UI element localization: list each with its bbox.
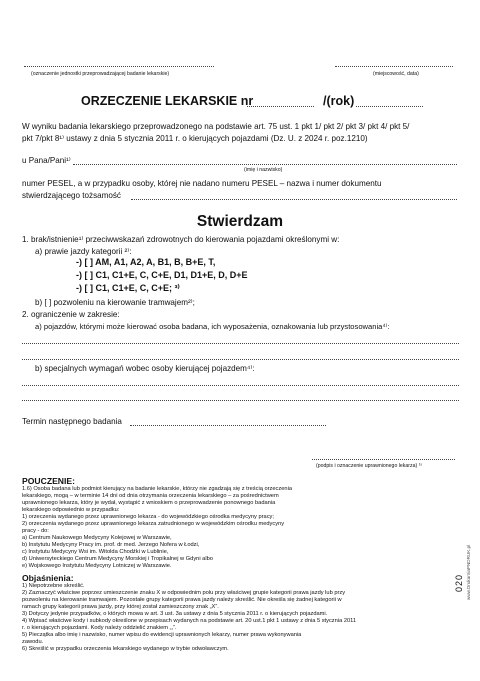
- unit-dotted-line[interactable]: [24, 66, 214, 67]
- side-code: 020: [454, 573, 464, 592]
- pouczenie-line: pracy - do:: [22, 528, 49, 534]
- next-exam-dotted-line[interactable]: [130, 425, 326, 426]
- pouczenie-text: [22, 486, 292, 570]
- section2-a-line-1[interactable]: [22, 343, 459, 344]
- document-title: ORZECZENIE LEKARSKIE nr: [81, 94, 254, 108]
- next-exam-label: Termin następnego badania: [22, 417, 122, 426]
- section2-heading: 2. ograniczenie w zakresie:: [22, 310, 120, 319]
- section2-b-line-1[interactable]: [22, 385, 459, 386]
- objasnienia-title: Objaśnienia:: [22, 573, 74, 583]
- pouczenie-line: c) Instytutu Medycyny Wsi im. Witolda Chodźki w Lublinie,: [22, 549, 169, 555]
- pouczenie-line: d) Uniwersyteckiego Centrum Medycyny Morskiej i Tropikalnej w Gdyni albo: [22, 556, 213, 562]
- objasnienia-line: 6) Skreślić w przypadku orzeczenia lekarskiego wydanego w trybie odwoławczym.: [22, 646, 229, 652]
- section1-heading: 1. brak/istnienie¹⁾ przeciwwskazań zdrowotnych do kierowania pojazdami określonymi w:: [22, 235, 340, 244]
- number-dotted-line[interactable]: [247, 106, 314, 107]
- section2-b-line-2[interactable]: [22, 400, 459, 401]
- name-dotted-line[interactable]: [73, 164, 457, 165]
- place-date-label: (miejscowość, data): [373, 71, 419, 77]
- category-group-2[interactable]: -) [ ] C1, C1+E, C, C+E, D1, D1+E, D, D+E: [76, 270, 248, 280]
- objasnienia-line: 5) Pieczątka albo imię i nazwisko, numer wpisu do ewidencji uprawnionych lekarzy, numer prawa wykonywania: [22, 632, 302, 638]
- pouczenie-line: uprawnionego lekarza, który je wydał, wystąpić z wnioskiem o przeprowadzenie ponownego badania: [22, 500, 276, 506]
- year-dotted-line[interactable]: [356, 106, 423, 107]
- objasnienia-text: [22, 583, 356, 653]
- category-group-3[interactable]: -) [ ] C1, C1+E, C, C+E; ³⁾: [76, 283, 180, 293]
- stwierdzam-heading: Stwierdzam: [196, 213, 284, 230]
- intro-line-1: W wyniku badania lekarskiego przeprowadzonego na podstawie art. 75 ust. 1 pkt 1/ pkt 2/ pkt 3/ pkt 4/ pkt 5/: [22, 122, 410, 131]
- objasnienia-line: 3) Dotyczy jedynie przypadków, o których mowa w art. 3 ust. 3a ustawy z dnia 5 stycznia 2011 r. o kierujących pojazdami.: [22, 611, 328, 617]
- category-group-1[interactable]: -) [ ] AM, A1, A2, A, B1, B, B+E, T,: [76, 257, 216, 267]
- signature-dotted-line[interactable]: [312, 459, 455, 460]
- objasnienia-line: zawodu.: [22, 639, 44, 645]
- intro-line-2: pkt 7/pkt 8¹⁾ ustawy z dnia 5 stycznia 2011 r. o kierujących pojazdami (Dz. U. z 2024 r. poz.1210): [22, 134, 368, 143]
- pouczenie-line: e) Wojskowego Instytutu Medycyny Lotniczej w Warszawie.: [22, 563, 172, 569]
- pouczenie-line: b) Instytutu Medycyny Pracy im. prof. dr med. Jerzego Nofera w Łodzi,: [22, 542, 200, 548]
- year-label: /(rok): [323, 94, 355, 108]
- pouczenie-line: 1.6) Osoba badana lub podmiot kierujący na badanie lekarskie, którzy nie zgadzają się z treścią orzeczenia: [22, 486, 292, 492]
- objasnienia-line: 2) Zaznaczyć właściwe poprzez umieszczenie znaku X w odpowiednim polu przy właściwej grupie kategorii prawa jazdy lub przy: [22, 590, 346, 596]
- side-website: www.DrukarniaPNDRUK.pl: [466, 544, 471, 600]
- objasnienia-line: pozwoleniu na kierowanie tramwajem. Pozostałe grupy kategorii prawa jazdy należy skreślić. Nie określa się żadnej kategorii w: [22, 597, 342, 603]
- pesel-line-1: numer PESEL, a w przypadku osoby, której nie nadano numeru PESEL – nazwa i numer dokumentu: [22, 179, 382, 188]
- pouczenie-title: POUCZENIE:: [22, 476, 75, 486]
- pouczenie-line: 1) orzeczenia wydanego przez uprawnionego lekarza - do wojewódzkiego ośrodka medycyny pracy;: [22, 514, 274, 520]
- pouczenie-line: lekarskiego odpowiednio w przypadku:: [22, 507, 120, 513]
- unit-label: (oznaczenie jednostki przeprowadzającej badanie lekarskie): [31, 71, 170, 77]
- pesel-line-2: stwierdzającego tożsamość: [22, 191, 121, 200]
- pouczenie-line: lekarskiego, mogą – w terminie 14 dni od dnia otrzymania orzeczenia lekarskiego – za pośrednictwem: [22, 493, 279, 499]
- objasnienia-line: ramach grupy kategorii prawa jazdy, przy której został zamieszczony znak „X”.: [22, 604, 219, 610]
- section1-a-label: a) prawie jazdy kategorii ²⁾:: [35, 247, 132, 256]
- pouczenie-line: a) Centrum Naukowego Medycyny Kolejowej w Warszawie,: [22, 535, 172, 541]
- signature-label: (podpis i oznaczenie uprawnionego lekarza) ⁵⁾: [316, 463, 423, 469]
- tram-permit-checkbox[interactable]: b) [ ] pozwoleniu na kierowanie tramwajem²⁾;: [35, 298, 195, 307]
- pesel-dotted-line[interactable]: [131, 199, 457, 200]
- objasnienia-line: 1) Niepotrzebne skreślić.: [22, 583, 85, 589]
- place-date-dotted-line[interactable]: [335, 66, 453, 67]
- objasnienia-line: 4) Wpisać właściwe kody i subkody określone w przepisach wydanych na podstawie art. 20 ust.1 pkt 1 ustawy z dnia 5 stycznia 2011: [22, 618, 357, 624]
- section2-a-label: a) pojazdów, którymi może kierować osoba badana, ich wyposażenia, oznakowania lub przystosowania⁴⁾:: [35, 322, 390, 331]
- section2-b-label: b) specjalnych wymagań wobec osoby kierującej pojazdem⁴⁾:: [35, 364, 255, 373]
- section2-a-line-2[interactable]: [22, 359, 459, 360]
- pouczenie-line: 2) orzeczenia wydanego przez uprawnionego lekarza zatrudnionego w wojewódzkim ośrodku medycyny: [22, 521, 285, 527]
- person-label: u Pana/Pani¹⁾: [22, 156, 71, 165]
- name-sublabel: (imię i nazwisko): [244, 167, 283, 173]
- objasnienia-line: r. o kierujących pojazdami. Kody należy oddzielić znakiem „,”.: [22, 625, 177, 631]
